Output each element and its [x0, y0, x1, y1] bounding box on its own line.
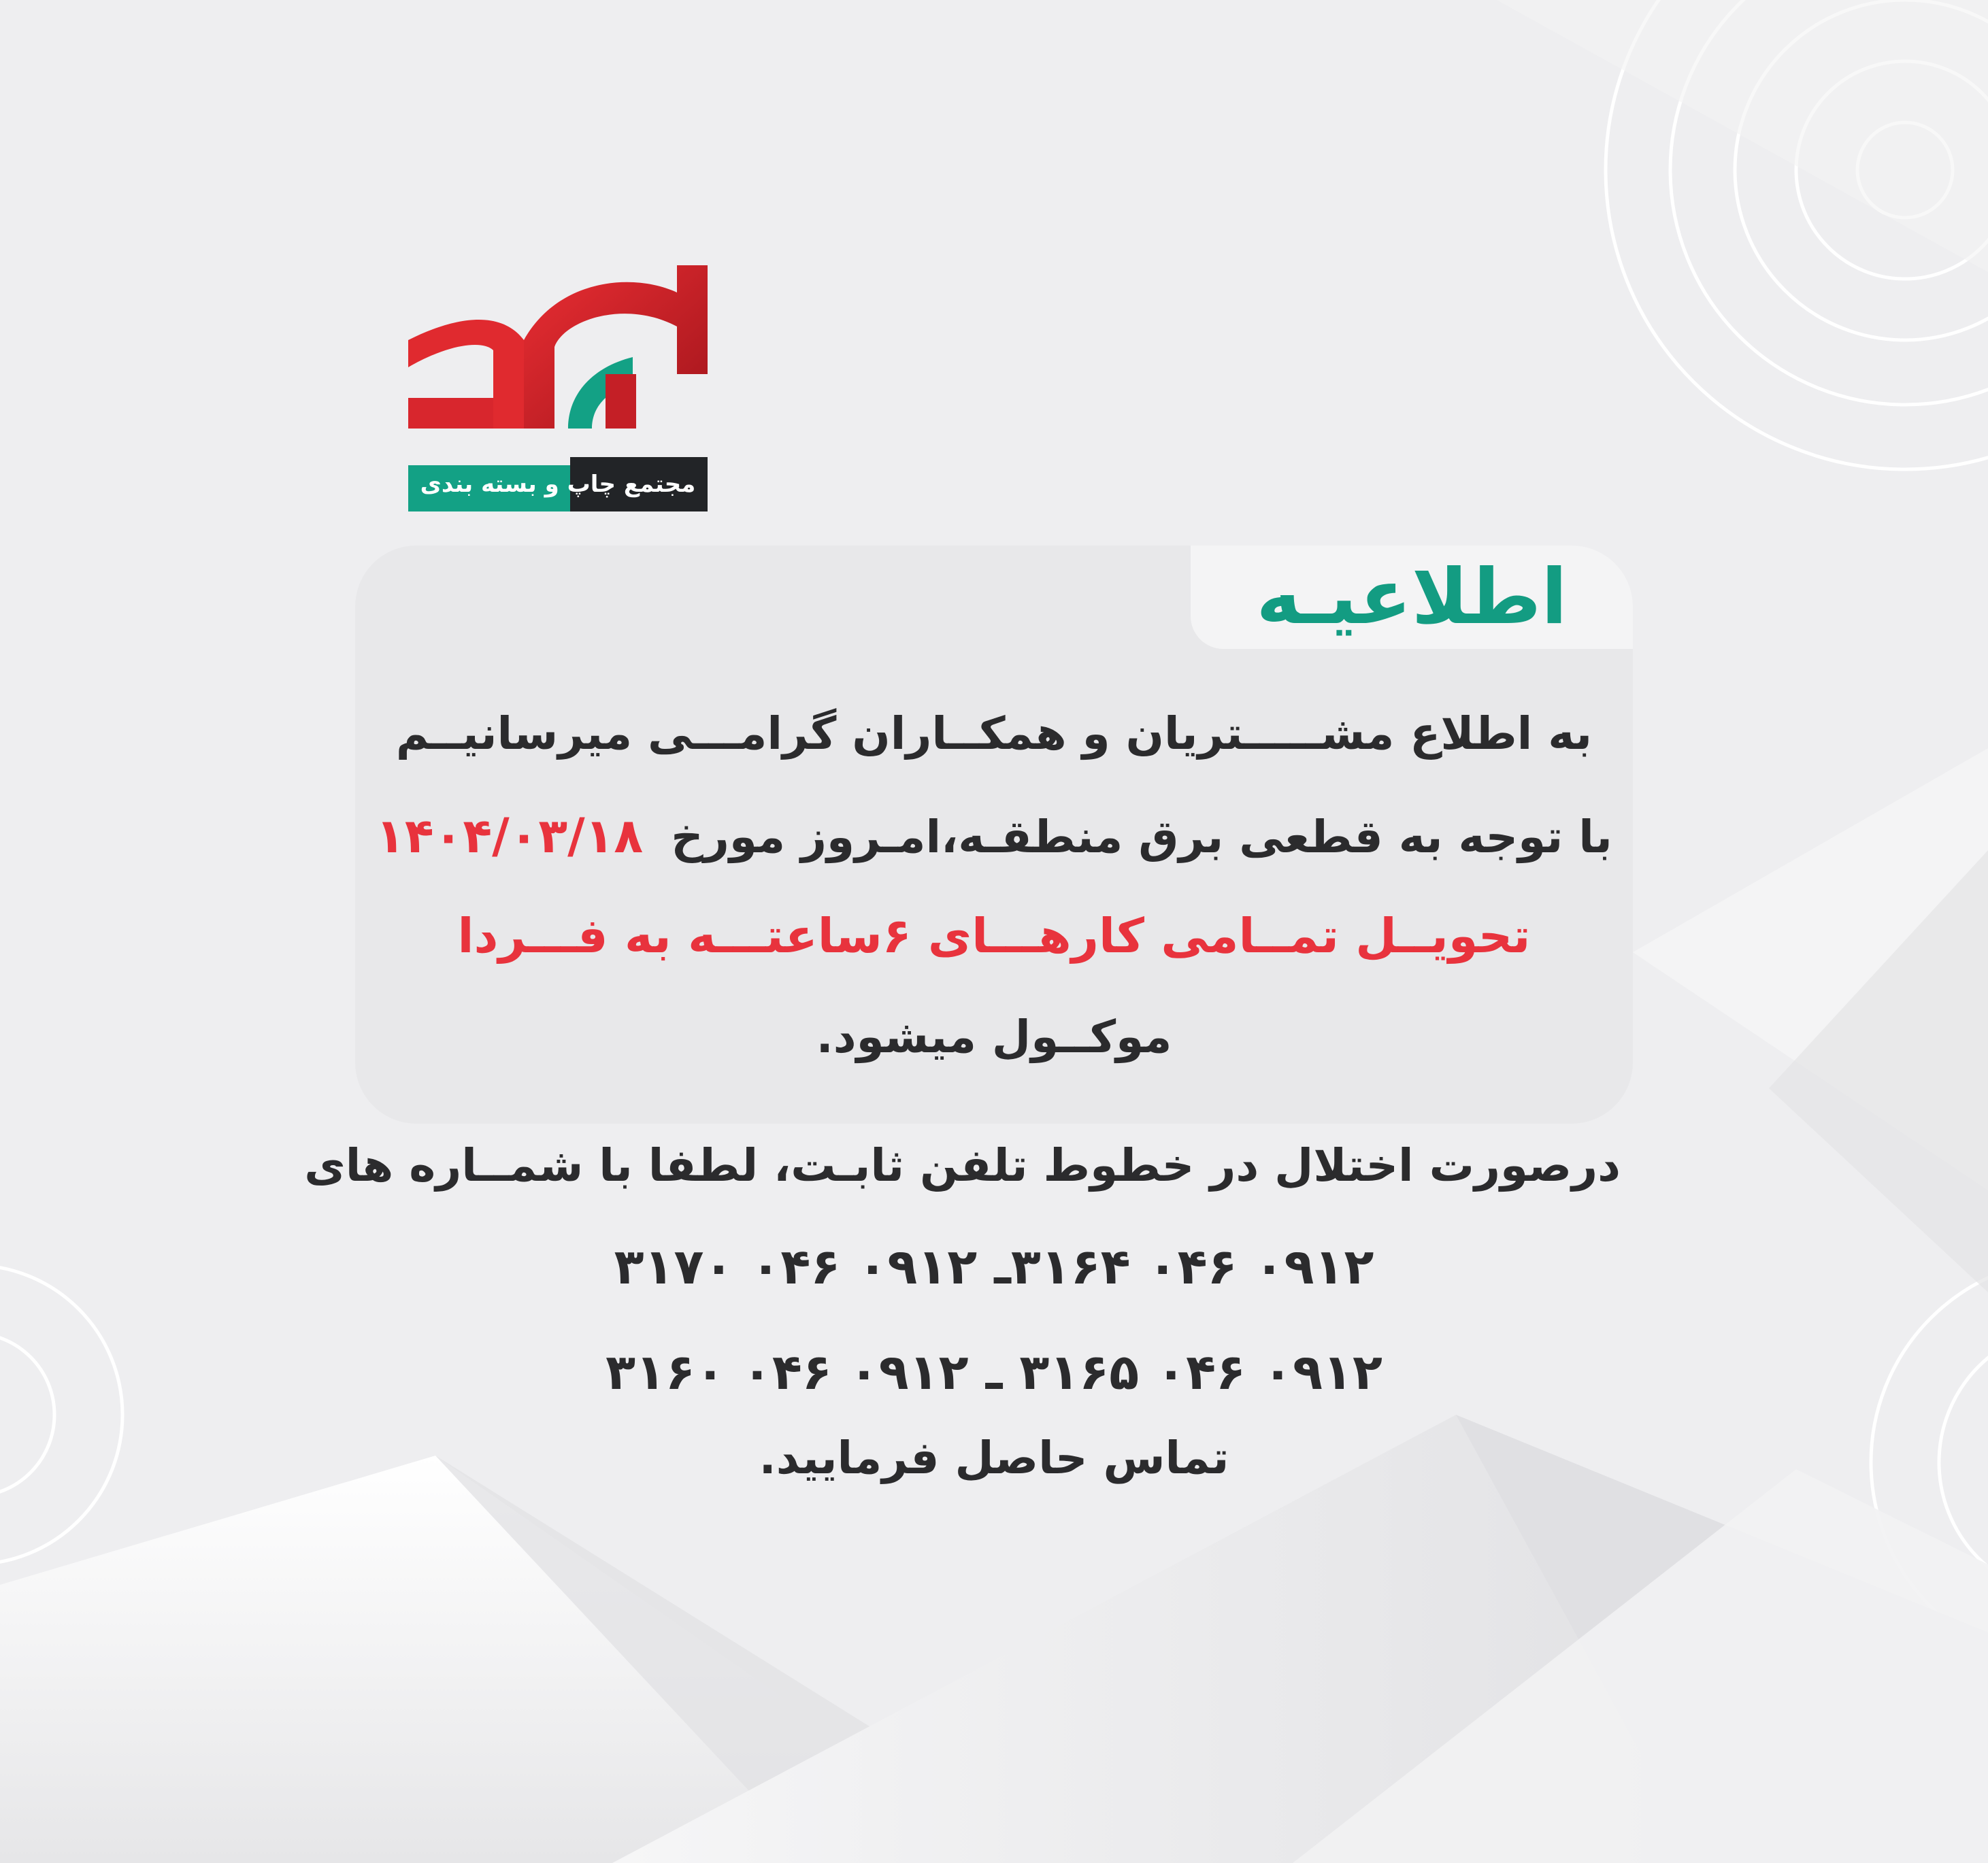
notice-line-1: به اطلاع مشـــــتریان و همکــاران گرامـــی میرسانیــم — [395, 707, 1593, 760]
notice-line-3: تحویــل تمــامی کارهـــای ۶ساعتـــه به فـــردا — [457, 908, 1531, 964]
rings-left — [0, 1265, 122, 1564]
logo-mark-icon — [408, 265, 708, 456]
company-logo — [408, 265, 708, 511]
notice-date: ۱۴۰۴/۰۳/۱۸ — [376, 808, 644, 864]
phone-numbers-line-2: ۰۹۱۲ ۰۴۶ ۳۱۶۵ ـ ۰۹۱۲ ۰۴۶ ۳۱۶۰ — [606, 1343, 1382, 1400]
phone-numbers-line-1: ۰۹۱۲ ۰۴۶ ۳۱۶۴ـ ۰۹۱۲ ۰۴۶ ۳۱۷۰ — [614, 1238, 1374, 1295]
notice-title: اطلاعیـه — [1256, 553, 1568, 641]
notice-line-2 — [367, 808, 1621, 864]
contact-closing: تماس حاصل فرمایید. — [759, 1432, 1229, 1484]
notice-line-2-text: با توجه به قطعی برق منطقـه،امـروز مورخ — [671, 811, 1612, 863]
contact-intro: درصورت اختلال در خطوط تلفن ثابـت، لطفا با شمــاره های — [304, 1139, 1621, 1192]
logo-tagline: مجتمع چاپ و بسته بندی — [420, 471, 696, 498]
notice-line-4: موکــول میشود. — [816, 1011, 1172, 1063]
